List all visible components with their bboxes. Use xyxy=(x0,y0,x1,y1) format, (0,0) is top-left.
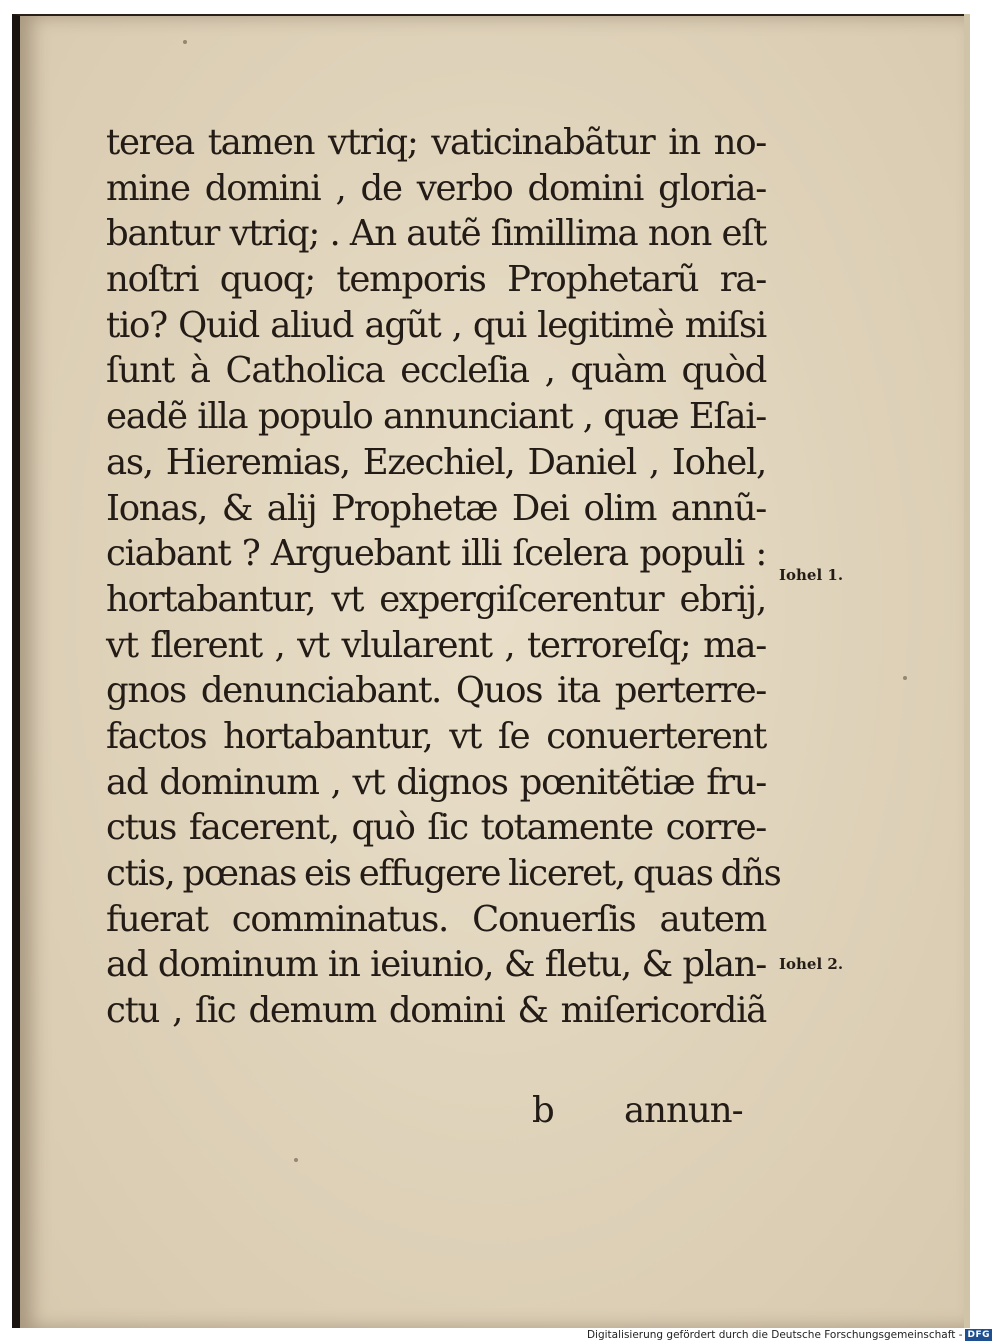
text-line-8: as, Hieremias, Ezechiel, Daniel , Iohel, xyxy=(106,441,766,483)
body-text xyxy=(106,120,781,1034)
text-line-16: ctus facerent, quò ſic totamente corre- xyxy=(106,807,766,849)
margin-note-iohel-2: Iohel 2. xyxy=(779,955,844,973)
text-line-1: terea tamen vtriq; vaticinabãtur in no- xyxy=(106,122,766,163)
margin-note-iohel-1: Iohel 1. xyxy=(779,566,844,584)
page-edge xyxy=(964,14,970,1328)
text-line-4: noſtri quoq; temporis Prophetarũ ra- xyxy=(106,259,766,301)
paper-speck xyxy=(903,676,907,680)
text-line-20: ctu , ſic demum domini & miſericordiã xyxy=(106,990,766,1032)
catchword: annun- xyxy=(624,1090,743,1131)
dfg-logo: DFG xyxy=(967,1330,990,1340)
text-line-6: ſunt à Catholica eccleſia , quàm quòd xyxy=(106,350,766,392)
text-line-9: Ionas, & alij Prophetæ Dei olim annũ- xyxy=(106,487,766,529)
text-line-17: ctis, pœnas eis effugere liceret, quas dñs xyxy=(106,853,781,894)
digitization-credit xyxy=(587,1328,992,1342)
text-line-2: mine domini , de verbo domini gloria- xyxy=(106,167,766,209)
credit-text: Digitalisierung gefördert durch die Deutsche Forschungsgemeinschaft - xyxy=(586,1329,963,1341)
text-line-12: vt flerent , vt vlularent , terroreſq; ma- xyxy=(106,624,766,666)
text-line-19: ad dominum in ieiunio, & fletu, & plan- xyxy=(106,944,766,986)
signature-mark: b xyxy=(532,1090,555,1131)
text-line-15: ad dominum , vt dignos pœnitẽtiæ fru- xyxy=(106,761,766,803)
text-line-10: ciabant ? Arguebant illi ſcelera populi : xyxy=(106,533,766,575)
text-line-14: factos hortabantur, vt ſe conuerterent xyxy=(106,715,766,757)
text-line-7: eadẽ illa populo annunciant , quæ Eſai- xyxy=(106,396,766,438)
text-line-3: bantur vtriq; . An autẽ ſimillima non eſt xyxy=(106,213,766,255)
text-line-18: fuerat comminatus. Conuerſis autem xyxy=(106,898,766,940)
text-line-11: hortabantur, vt expergiſcerentur ebrij, xyxy=(106,578,766,620)
paper-speck xyxy=(183,40,187,44)
text-line-13: gnos denunciabant. Quos ita perterre- xyxy=(106,670,766,712)
paper-speck xyxy=(294,1158,298,1162)
text-line-5: tio? Quid aliud agũt , qui legitimè miſsi xyxy=(106,304,766,346)
